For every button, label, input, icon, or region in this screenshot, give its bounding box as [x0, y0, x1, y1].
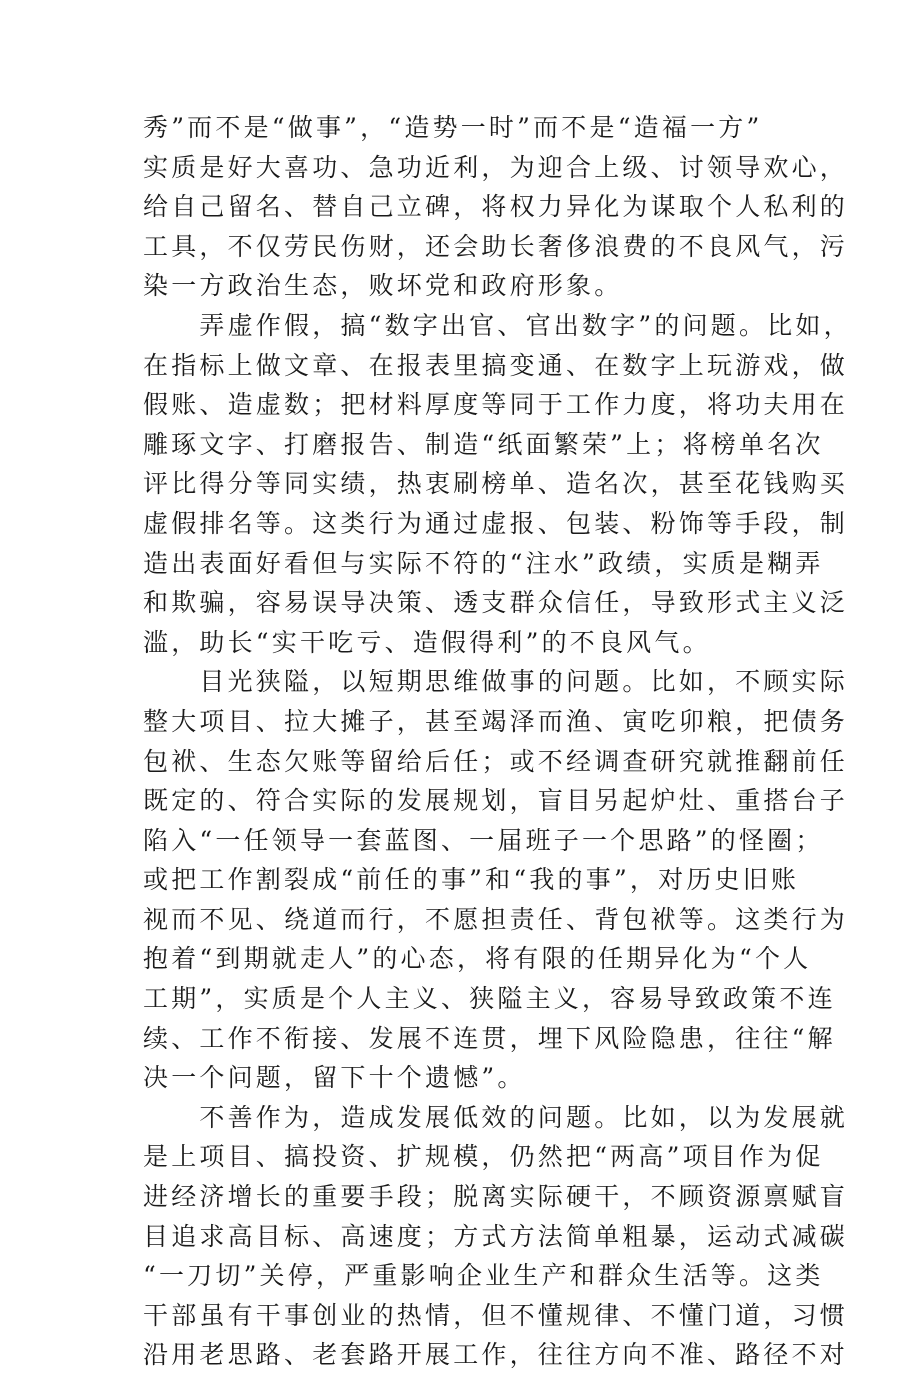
text-line: 决一个问题，留下十个遗憾”。 [143, 1063, 526, 1093]
text-line: 实质是好大喜功、急功近利，为迎合上级、讨领导欢心， [143, 152, 849, 182]
text-line: 滥，助长“实干吃亏、造假得利”的不良风气。 [143, 627, 711, 657]
text-line: 工具，不仅劳民伤财，还会助长奢侈浪费的不良风气，污 [143, 231, 849, 261]
paragraph-3 [143, 662, 849, 1098]
text-line: 续、工作不衔接、发展不连贯，埋下风险隐患，往往“解 [143, 1023, 836, 1053]
text-line: 工期”，实质是个人主义、狭隘主义，容易导致政策不连 [143, 984, 836, 1014]
text-line: 评比得分等同实绩，热衷刷榜单、造名次，甚至花钱购买 [143, 469, 849, 499]
text-line: 或把工作割裂成“前任的事”和“我的事”，对历史旧账 [143, 865, 800, 895]
text-line: 目光狭隘，以短期思维做事的问题。比如，不顾实际 [143, 667, 849, 697]
paragraph-4 [143, 1098, 849, 1375]
text-line: 雕琢文字、打磨报告、制造“纸面繁荣”上；将榜单名次 [143, 429, 824, 459]
text-line: 抱着“到期就走人”的心态，将有限的任期异化为“个人 [143, 944, 812, 974]
text-line: 假账、造虚数；把材料厚度等同于工作力度，将功夫用在 [143, 390, 849, 420]
text-line: “一刀切”关停，严重影响企业生产和群众生活等。这类 [143, 1261, 824, 1291]
text-line: 目追求高目标、高速度；方式方法简单粗暴，运动式减碳 [143, 1221, 849, 1251]
text-line: 秀”而不是“做事”，“造势一时”而不是“造福一方” [143, 113, 763, 142]
text-line: 既定的、符合实际的发展规划，盲目另起炉灶、重搭台子 [143, 786, 849, 816]
text-line: 干部虽有干事创业的热情，但不懂规律、不懂门道，习惯 [143, 1300, 849, 1330]
text-line: 陷入“一任领导一套蓝图、一届班子一个思路”的怪圈； [143, 825, 824, 855]
text-line: 进经济增长的重要手段；脱离实际硬干，不顾资源禀赋盲 [143, 1182, 849, 1212]
text-line: 和欺骗，容易误导决策、透支群众信任，导致形式主义泛 [143, 588, 849, 618]
paragraph-1 [143, 108, 849, 306]
text-line: 虚假排名等。这类行为通过虚报、包装、粉饰等手段，制 [143, 508, 849, 538]
text-line: 染一方政治生态，败坏党和政府形象。 [143, 271, 623, 301]
document-body [143, 108, 852, 1375]
text-line: 不善作为，造成发展低效的问题。比如，以为发展就 [143, 1102, 849, 1132]
paragraph-2 [143, 306, 852, 662]
text-line: 沿用老思路、老套路开展工作，往往方向不准、路径不对 [143, 1340, 849, 1370]
text-line: 给自己留名、替自己立碑，将权力异化为谋取个人私利的 [143, 192, 849, 222]
text-line: 造出表面好看但与实际不符的“注水”政绩，实质是糊弄 [143, 548, 824, 578]
text-line: 整大项目、拉大摊子，甚至竭泽而渔、寅吃卯粮，把债务 [143, 706, 849, 736]
text-line: 在指标上做文章、在报表里搞变通、在数字上玩游戏，做 [143, 350, 849, 380]
text-line: 包袱、生态欠账等留给后任；或不经调查研究就推翻前任 [143, 746, 849, 776]
text-line: 是上项目、搞投资、扩规模，仍然把“两高”项目作为促 [143, 1142, 824, 1172]
text-line: 弄虚作假，搞“数字出官、官出数字”的问题。比如， [143, 310, 852, 340]
text-line: 视而不见、绕道而行，不愿担责任、背包袱等。这类行为 [143, 904, 849, 934]
